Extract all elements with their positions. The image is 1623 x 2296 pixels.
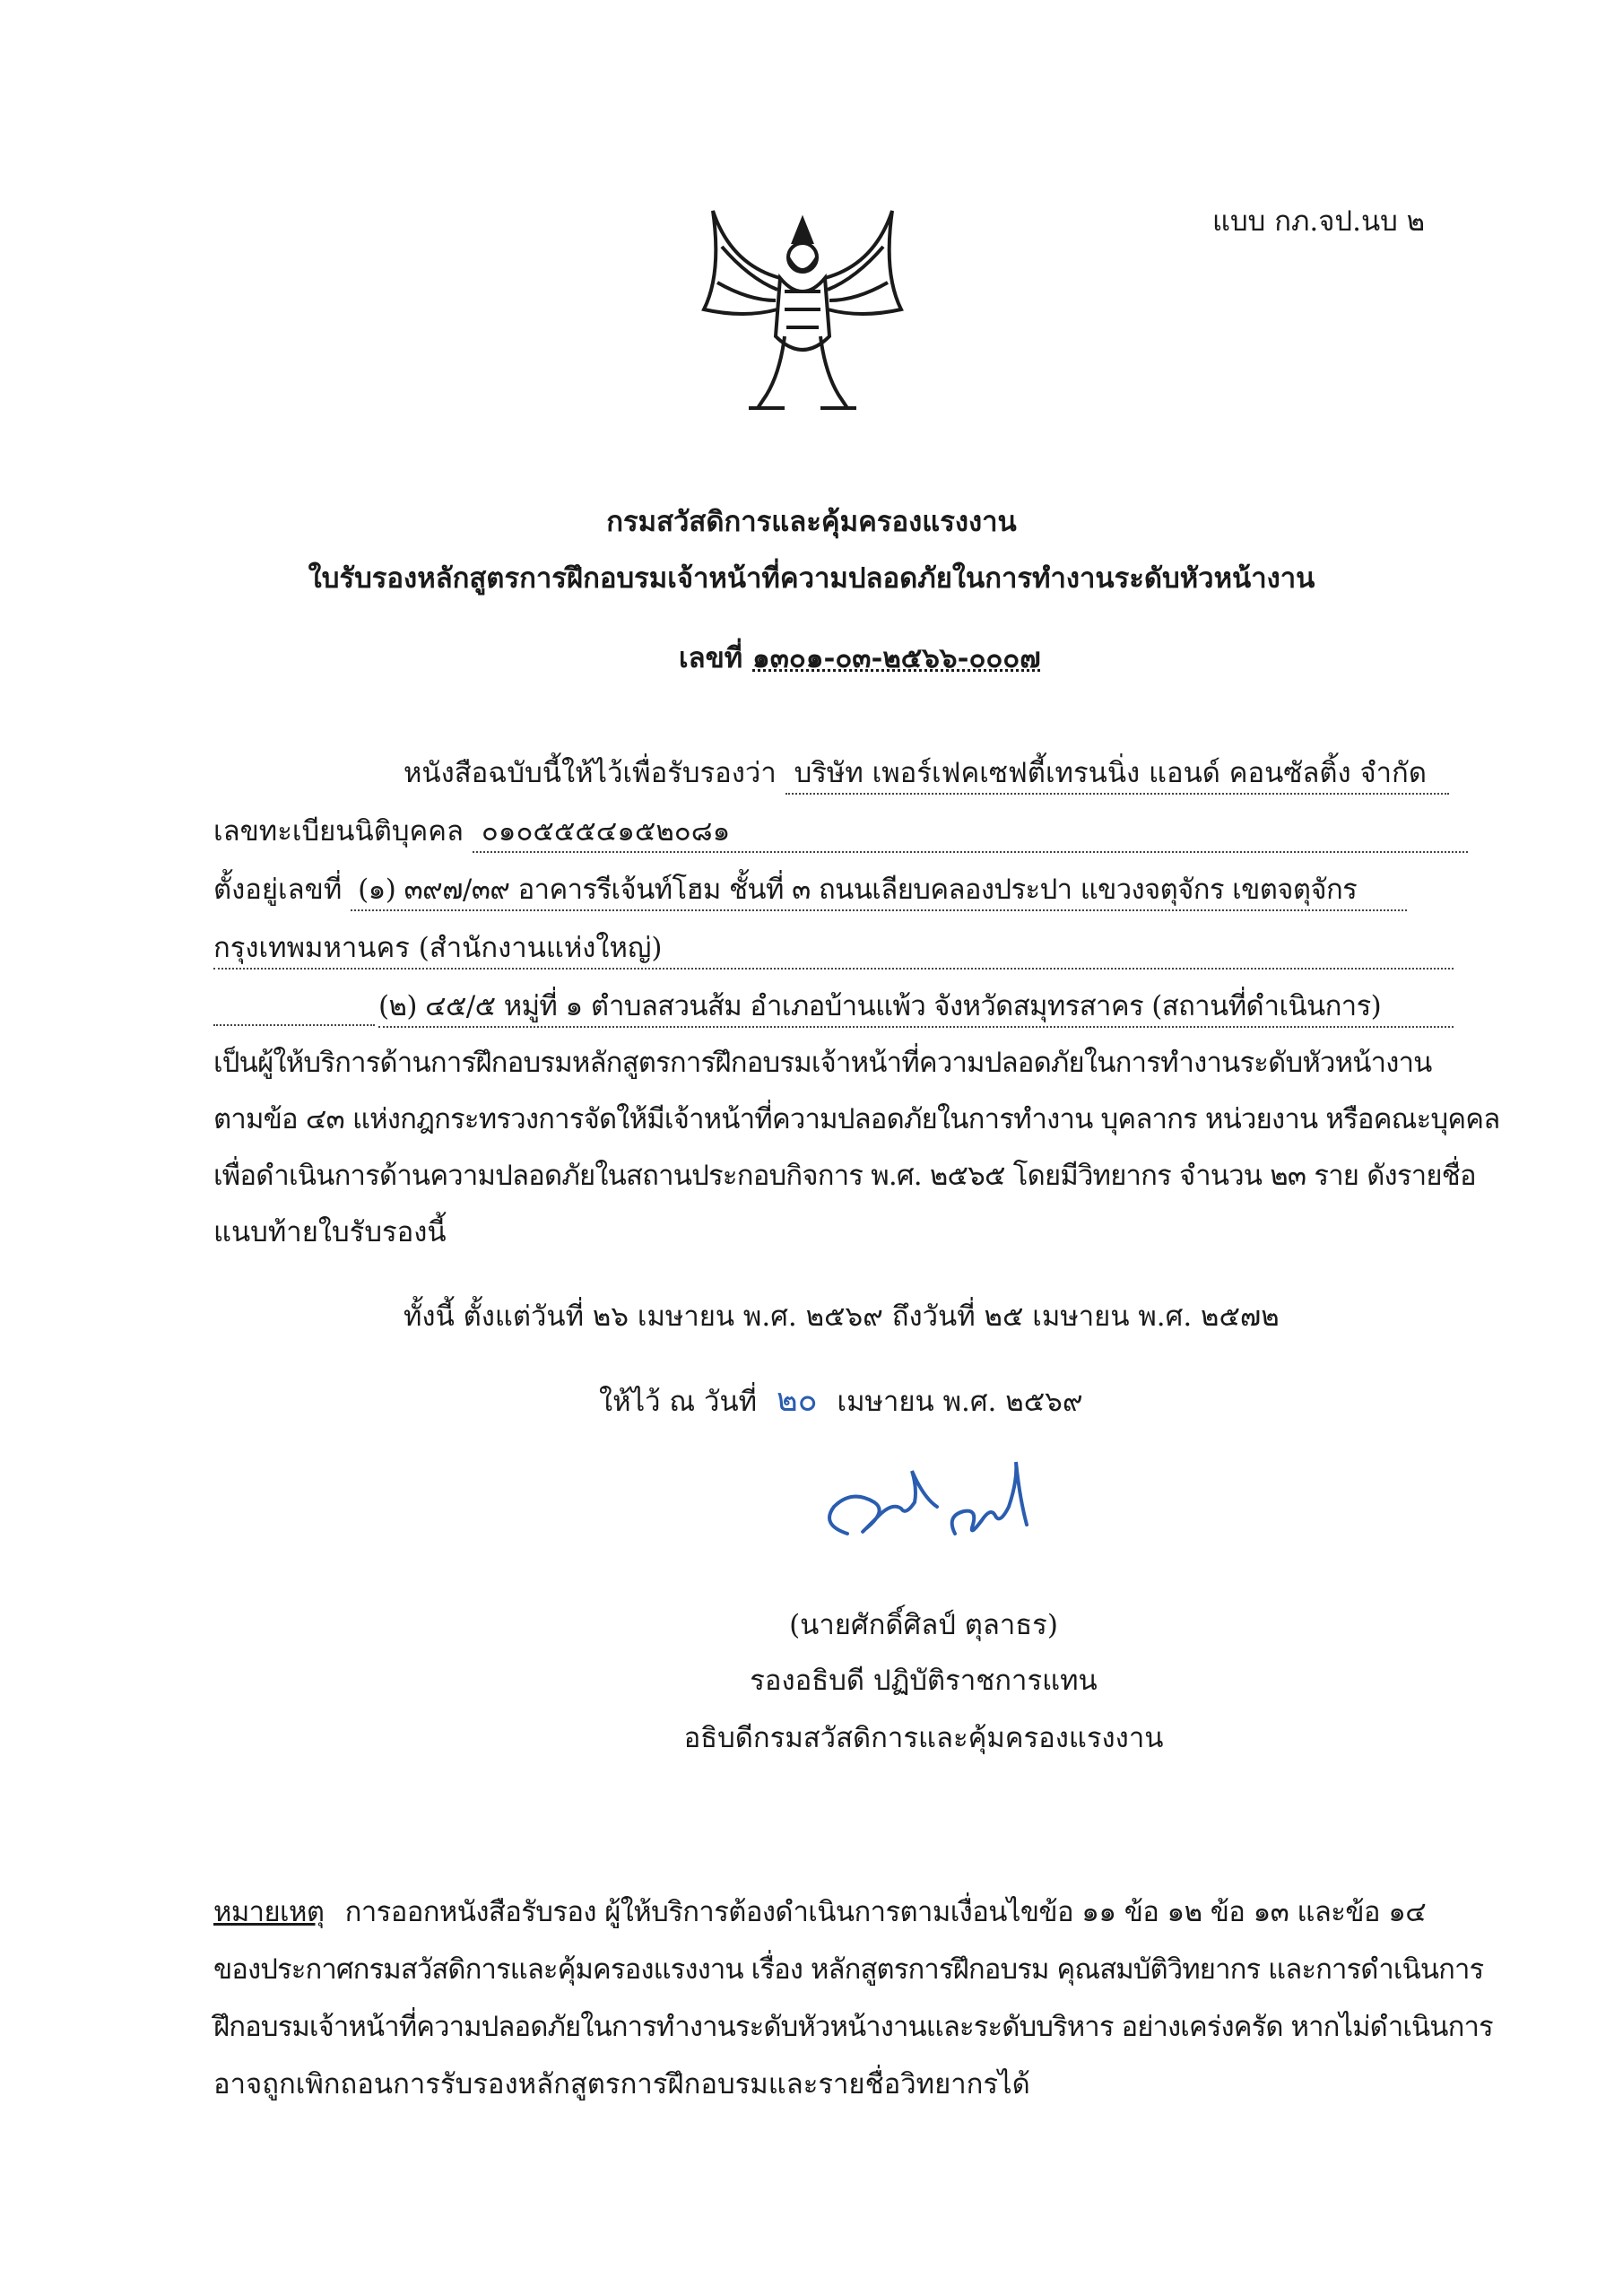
note-line-4: อาจถูกเพิกถอนการรับรองหลักสูตรการฝึกอบรมและรายชื่อวิทยากรได้ [213,2068,1030,2100]
department-name: กรมสวัสดิการและคุ้มครองแรงงาน [606,506,1017,538]
address-leader-dots [213,1024,375,1026]
note-text-1: การออกหนังสือรับรอง ผู้ให้บริการต้องดำเนินการตามเงื่อนไขข้อ ๑๑ ข้อ ๑๒ ข้อ ๑๓ และข้อ ๑๔ [344,1896,1427,1928]
address-operation-site: (๒) ๔๕/๕ หมู่ที่ ๑ ตำบลสวนส้ม อำเภอบ้านแพ้ว จังหวัดสมุทรสาคร (สถานที่ดำเนินการ) [378,987,1454,1028]
address-head-office-cont: กรุงเทพมหานคร (สำนักงานแห่งใหญ่) [213,928,1454,970]
paragraph-line-1: เป็นผู้ให้บริการด้านการฝึกอบรมหลักสูตรการฝึกอบรมเจ้าหน้าที่ความปลอดภัยในการทำงานระดับหัวหน้างาน [213,1047,1432,1079]
signatory-name: (นายศักดิ์ศิลป์ ตุลาธร) [789,1609,1058,1641]
issued-prefix: ให้ไว้ ณ วันที่ [599,1386,758,1418]
note-line-3: ฝึกอบรมเจ้าหน้าที่ความปลอดภัยในการทำงานระดับหัวหน้างานและระดับบริหาร อย่างเคร่งครัด หากไม่ดำเนินการ [213,2011,1493,2043]
registration-row [213,812,1468,853]
validity-period: ทั้งนี้ ตั้งแต่วันที่ ๒๖ เมษายน พ.ศ. ๒๕๖๙ ถึงวันที่ ๒๕ เมษายน พ.ศ. ๒๕๗๒ [404,1300,1280,1333]
address-label: ตั้งอยู่เลขที่ [213,874,343,906]
address-head-office: (๑) ๓๙๗/๓๙ อาคารรีเจ้นท์โฮม ชั้นที่ ๓ ถนนเลียบคลองประปา แขวงจตุจักร เขตจตุจักร [351,870,1407,911]
signature-icon [812,1453,1045,1556]
certify-row [404,753,1449,795]
note-line-2: ของประกาศกรมสวัสดิการและคุ้มครองแรงงาน เรื่อง หลักสูตรการฝึกอบรม คุณสมบัติวิทยากร และการดำเนินการ [213,1953,1484,1986]
registration-number: ๐๑๐๕๕๕๔๑๕๒๐๘๑ [473,812,1468,853]
paragraph-line-2: ตามข้อ ๔๓ แห่งกฎกระทรวงการจัดให้มีเจ้าหน้าที่ความปลอดภัยในการทำงาน บุคลากร หน่วยงาน หรือคณะบุคคล [213,1103,1500,1135]
issued-suffix: เมษายน พ.ศ. ๒๕๖๙ [837,1386,1083,1418]
certify-label: หนังสือฉบับนี้ให้ไว้เพื่อรับรองว่า [404,757,777,789]
note-line-1 [213,1892,1426,1932]
certificate-title: ใบรับรองหลักสูตรการฝึกอบรมเจ้าหน้าที่ความปลอดภัยในการทำงานระดับหัวหน้างาน [308,562,1315,595]
address-row-1-cont [213,928,1454,970]
certificate-number-row [679,639,1041,678]
address-row-2 [378,987,1454,1028]
number-label: เลขที่ [679,642,743,674]
issued-day: ๒๐ [776,1382,818,1419]
signatory-position-1: รองอธิบดี ปฏิบัติราชการแทน [750,1665,1098,1697]
registration-label: เลขทะเบียนนิติบุคคล [213,815,464,848]
signatory-position-2: อธิบดีกรมสวัสดิการและคุ้มครองแรงงาน [683,1722,1164,1754]
address-row-1 [213,870,1407,911]
garuda-emblem-icon [695,193,910,417]
company-name: บริษัท เพอร์เฟคเซฟตี้เทรนนิ่ง แอนด์ คอนซัลติ้ง จำกัด [785,753,1449,795]
number-value: ๑๓๐๑-๐๓-๒๕๖๖-๐๐๐๗ [752,642,1041,674]
form-code: แบบ กภ.จป.นบ ๒ [1212,205,1426,238]
issued-date-row [599,1381,1083,1422]
paragraph-line-3: เพื่อดำเนินการด้านความปลอดภัยในสถานประกอบกิจการ พ.ศ. ๒๕๖๕ โดยมีวิทยากร จำนวน ๒๓ ราย ดังรายชื่อ [213,1160,1476,1192]
paragraph-line-4: แนบท้ายใบรับรองนี้ [213,1216,447,1248]
note-label: หมายเหตุ [213,1896,325,1928]
